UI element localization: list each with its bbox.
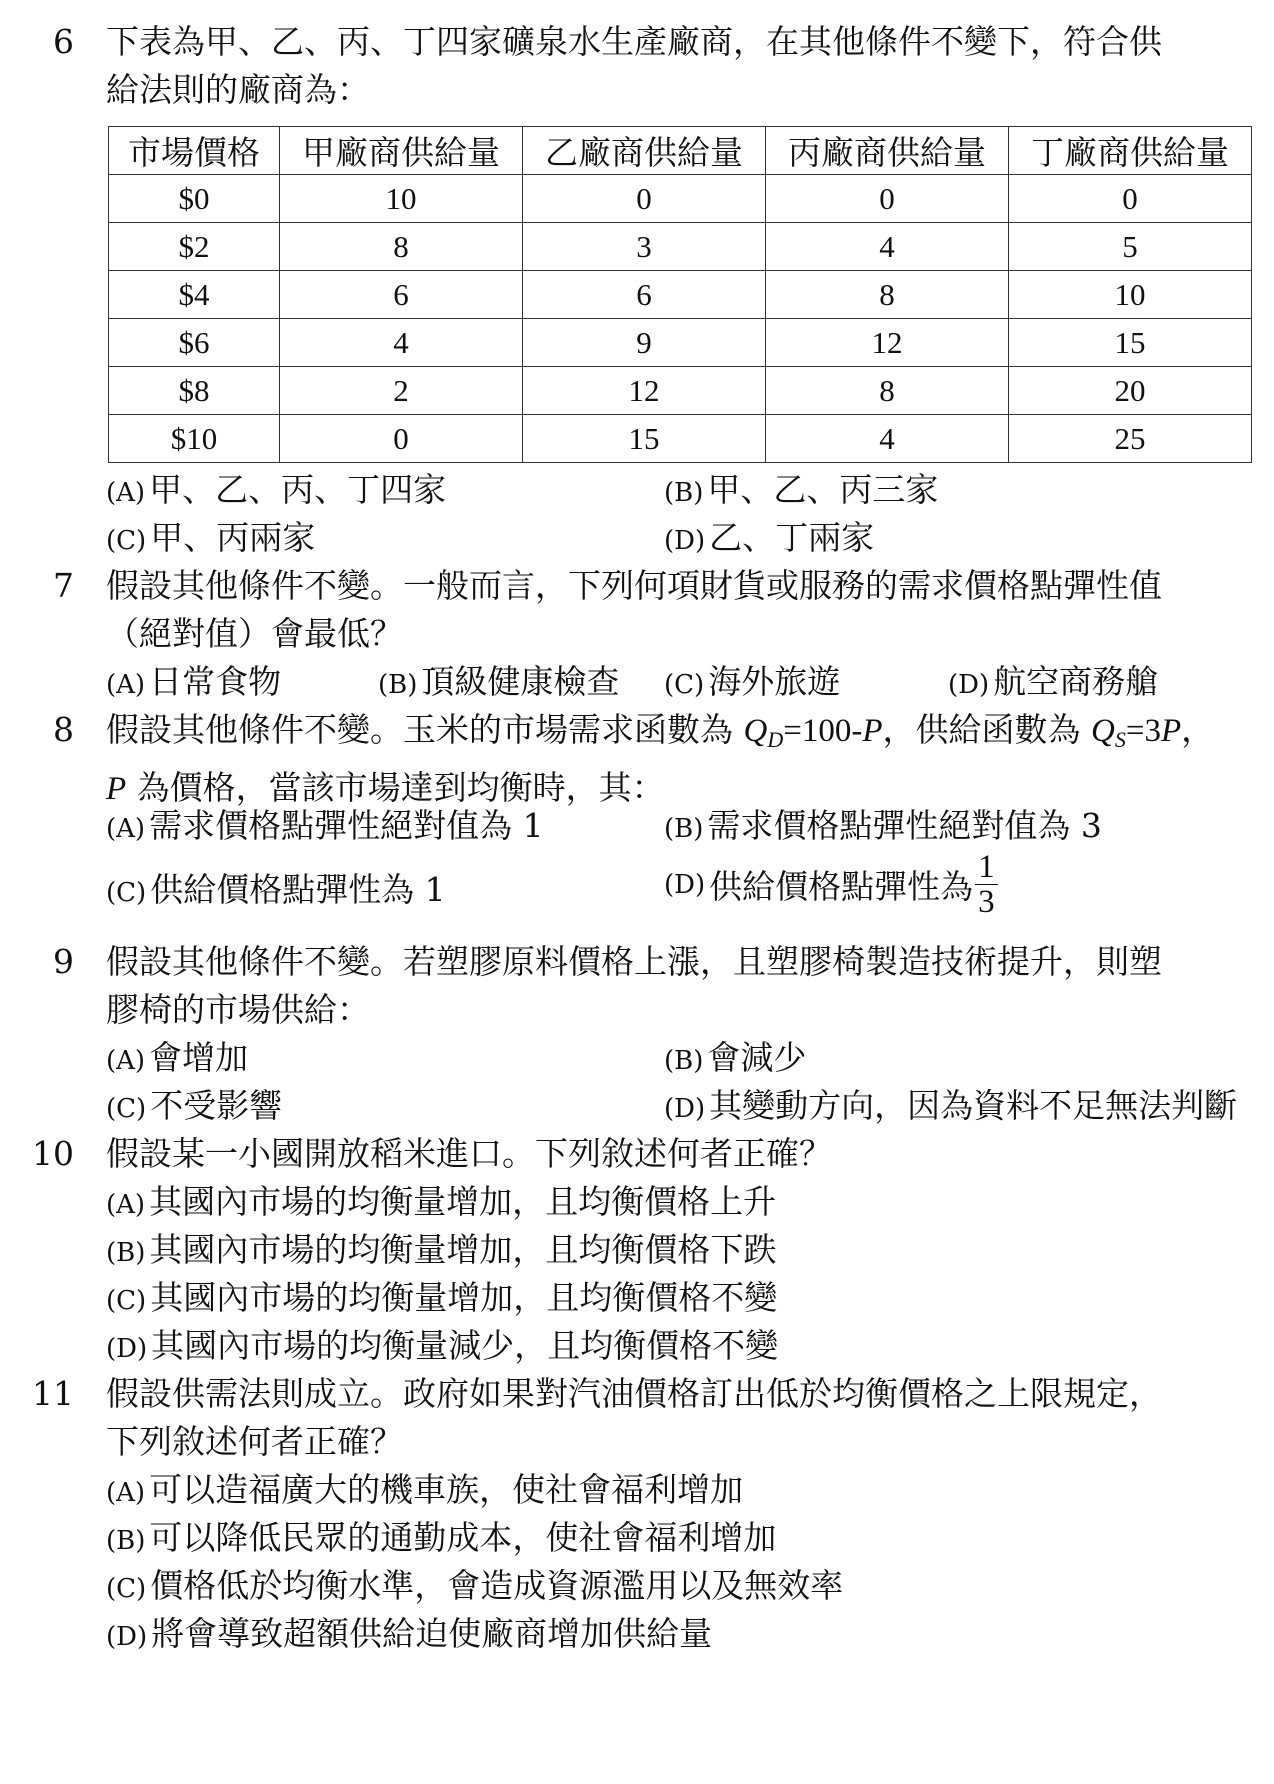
fraction-numerator: 1 — [975, 850, 998, 885]
column-header: 市場價格 — [109, 127, 280, 175]
option-c[interactable] — [106, 1562, 843, 1613]
column-header: 丁廠商供給量 — [1009, 127, 1252, 175]
stem-line: 假設其他條件不變。一般而言，下列何項財貨或服務的需求價格點彈性值 — [106, 566, 1162, 605]
table-cell: 10 — [280, 175, 523, 223]
table-cell: $10 — [109, 415, 280, 463]
option-text: 其國內市場的均衡量增加，且均衡價格上升 — [149, 1182, 777, 1221]
stem-line: 假設其他條件不變。若塑膠原料價格上漲，且塑膠椅製造技術提升，則塑 — [106, 942, 1162, 981]
qd-subscript: D — [767, 727, 784, 752]
table-cell: 4 — [280, 319, 523, 367]
option-text: 甲、乙、丙三家 — [707, 470, 939, 509]
stem-line: 膠椅的市場供給： — [106, 990, 370, 1029]
option-mark: (C) — [106, 1574, 147, 1604]
option-text: 乙、丁兩家 — [709, 518, 875, 557]
table-cell: 20 — [1009, 367, 1252, 415]
table-cell: 12 — [523, 367, 766, 415]
question-stem — [106, 18, 1246, 114]
fraction-denominator: 3 — [978, 884, 995, 920]
option-mark: (B) — [664, 478, 704, 508]
stem-line: 假設某一小國開放稻米進口。下列敘述何者正確？ — [106, 1134, 832, 1173]
option-text: 其國內市場的均衡量減少，且均衡價格不變 — [151, 1326, 779, 1365]
table-cell: $6 — [109, 319, 280, 367]
stem-line: 假設供需法則成立。政府如果對汽油價格訂出低於均衡價格之上限規定， — [106, 1374, 1162, 1413]
fraction-one-third — [975, 850, 998, 919]
option-mark: (B) — [106, 1526, 146, 1556]
option-mark: (A) — [106, 1478, 146, 1508]
option-text: 海外旅遊 — [708, 662, 841, 701]
table-cell: $0 — [109, 175, 280, 223]
option-mark: (C) — [106, 878, 147, 908]
stem-line: 下列敘述何者正確？ — [106, 1422, 403, 1461]
table-cell: 8 — [280, 223, 523, 271]
option-a[interactable] — [106, 1034, 248, 1085]
question-number: 8 — [53, 710, 74, 749]
table-cell: 4 — [766, 415, 1009, 463]
option-d[interactable] — [106, 1322, 778, 1373]
column-header: 乙廠商供給量 — [523, 127, 766, 175]
option-b[interactable] — [378, 658, 619, 709]
option-c[interactable] — [664, 658, 840, 709]
table-row — [109, 319, 1252, 367]
table-row — [109, 271, 1252, 319]
option-text: 日常食物 — [149, 662, 282, 701]
stem-line: （絕對值）會最低？ — [106, 614, 403, 653]
table-cell: 3 — [523, 223, 766, 271]
table-cell: $2 — [109, 223, 280, 271]
option-d[interactable] — [106, 1610, 712, 1661]
qs-rhs: =3 — [1125, 713, 1161, 749]
option-c[interactable] — [106, 1274, 777, 1325]
option-text: 需求價格點彈性絕對值為 1 — [149, 806, 544, 845]
option-text: 可以降低民眾的通勤成本，使社會福利增加 — [149, 1518, 777, 1557]
option-text: 會減少 — [707, 1038, 807, 1077]
p-symbol: P — [106, 771, 127, 807]
table-cell: 8 — [766, 271, 1009, 319]
p-symbol: P — [1160, 713, 1182, 749]
option-mark: (D) — [106, 1622, 148, 1652]
question-number: 6 — [53, 22, 74, 61]
option-text: 價格低於均衡水準，會造成資源濫用以及無效率 — [150, 1566, 844, 1605]
option-text: 將會導致超額供給迫使廠商增加供給量 — [151, 1614, 713, 1653]
stem-text: ，供給函數為 — [882, 710, 1092, 749]
option-text: 可以造福廣大的機車族，使社會福利增加 — [149, 1470, 744, 1509]
option-d[interactable] — [664, 514, 874, 565]
table-cell: 9 — [523, 319, 766, 367]
option-a[interactable] — [106, 658, 281, 709]
option-mark: (B) — [664, 1046, 704, 1076]
option-mark: (C) — [664, 670, 705, 700]
table-cell: 6 — [280, 271, 523, 319]
question-stem — [106, 706, 1246, 813]
option-mark: (A) — [106, 670, 146, 700]
table-row — [109, 367, 1252, 415]
option-text: 供給價格點彈性為 — [709, 867, 974, 906]
question-stem — [106, 938, 1246, 1034]
option-mark: (C) — [106, 526, 147, 556]
table-cell: 0 — [766, 175, 1009, 223]
table-cell: 0 — [523, 175, 766, 223]
question-number: 7 — [53, 566, 74, 605]
option-b[interactable] — [664, 466, 938, 517]
table-row — [109, 175, 1252, 223]
option-mark: (D) — [664, 869, 706, 900]
column-header: 甲廠商供給量 — [280, 127, 523, 175]
question-number: 11 — [32, 1374, 74, 1413]
option-text: 其國內市場的均衡量增加，且均衡價格下跌 — [149, 1230, 777, 1269]
table-row — [109, 415, 1252, 463]
option-text: 其國內市場的均衡量增加，且均衡價格不變 — [150, 1278, 778, 1317]
question-number: 9 — [53, 942, 74, 981]
option-a[interactable] — [106, 802, 544, 853]
question-stem — [106, 562, 1246, 658]
qs-subscript: S — [1114, 727, 1126, 752]
table-cell: 8 — [766, 367, 1009, 415]
qd-rhs: =100- — [783, 713, 863, 749]
option-c[interactable] — [106, 514, 315, 565]
option-mark: (D) — [948, 670, 990, 700]
table-cell: 0 — [280, 415, 523, 463]
column-header: 丙廠商供給量 — [766, 127, 1009, 175]
option-text: 需求價格點彈性絕對值為 3 — [707, 806, 1102, 845]
option-b[interactable] — [106, 1514, 776, 1565]
table-cell: 5 — [1009, 223, 1252, 271]
table-row — [109, 223, 1252, 271]
stem-text: 假設其他條件不變。玉米的市場需求函數為 — [106, 710, 744, 749]
option-text: 甲、丙兩家 — [150, 518, 316, 557]
question-stem — [106, 1370, 1246, 1466]
option-text: 其變動方向，因為資料不足無法判斷 — [709, 1086, 1238, 1125]
table-cell: 6 — [523, 271, 766, 319]
option-text: 頂級健康檢查 — [421, 662, 620, 701]
supply-table — [108, 126, 1252, 463]
option-text: 不受影響 — [150, 1086, 283, 1125]
option-mark: (A) — [106, 1190, 146, 1220]
option-mark: (A) — [106, 1046, 146, 1076]
table-cell: 0 — [1009, 175, 1252, 223]
question-number: 10 — [32, 1134, 74, 1173]
question-stem — [106, 1130, 1246, 1178]
option-mark: (C) — [106, 1094, 147, 1124]
stem-text: ， — [1181, 710, 1215, 749]
table-cell: 2 — [280, 367, 523, 415]
option-mark: (D) — [664, 1094, 706, 1124]
option-b[interactable] — [106, 1226, 776, 1277]
table-cell: 15 — [523, 415, 766, 463]
option-a[interactable] — [106, 1466, 743, 1517]
option-text: 航空商務艙 — [993, 662, 1159, 701]
option-text: 會增加 — [149, 1038, 249, 1077]
option-mark: (B) — [106, 1238, 146, 1268]
qd-symbol: Q — [743, 713, 768, 749]
stem-line: 下表為甲、乙、丙、丁四家礦泉水生產廠商，在其他條件不變下，符合供 — [106, 22, 1162, 61]
table-cell: $4 — [109, 271, 280, 319]
option-text: 供給價格點彈性為 1 — [150, 870, 446, 909]
option-mark: (D) — [106, 1334, 148, 1364]
table-cell: 10 — [1009, 271, 1252, 319]
table-header-row — [109, 127, 1252, 175]
option-b[interactable] — [664, 1034, 806, 1085]
option-mark: (B) — [664, 814, 704, 844]
stem-line — [106, 706, 1246, 764]
stem-line: 給法則的廠商為： — [106, 70, 370, 109]
qs-symbol: Q — [1091, 713, 1115, 749]
option-mark: (D) — [664, 526, 706, 556]
option-text: 甲、乙、丙、丁四家 — [149, 470, 447, 509]
table-cell: 15 — [1009, 319, 1252, 367]
option-d[interactable] — [948, 658, 1158, 709]
stem-text: 為價格，當該市場達到均衡時，其： — [126, 768, 665, 807]
table-cell: 12 — [766, 319, 1009, 367]
table-cell: 4 — [766, 223, 1009, 271]
table-cell: $8 — [109, 367, 280, 415]
option-mark: (C) — [106, 1286, 147, 1316]
option-d[interactable] — [664, 1082, 1237, 1133]
option-mark: (A) — [106, 478, 146, 508]
option-a[interactable] — [106, 1178, 776, 1229]
option-mark: (B) — [378, 670, 418, 700]
option-c[interactable] — [106, 866, 446, 917]
table-cell: 25 — [1009, 415, 1252, 463]
option-d[interactable] — [664, 850, 998, 919]
option-mark: (A) — [106, 814, 146, 844]
p-symbol: P — [862, 713, 883, 749]
option-a[interactable] — [106, 466, 446, 517]
option-b[interactable] — [664, 802, 1102, 853]
option-c[interactable] — [106, 1082, 282, 1133]
